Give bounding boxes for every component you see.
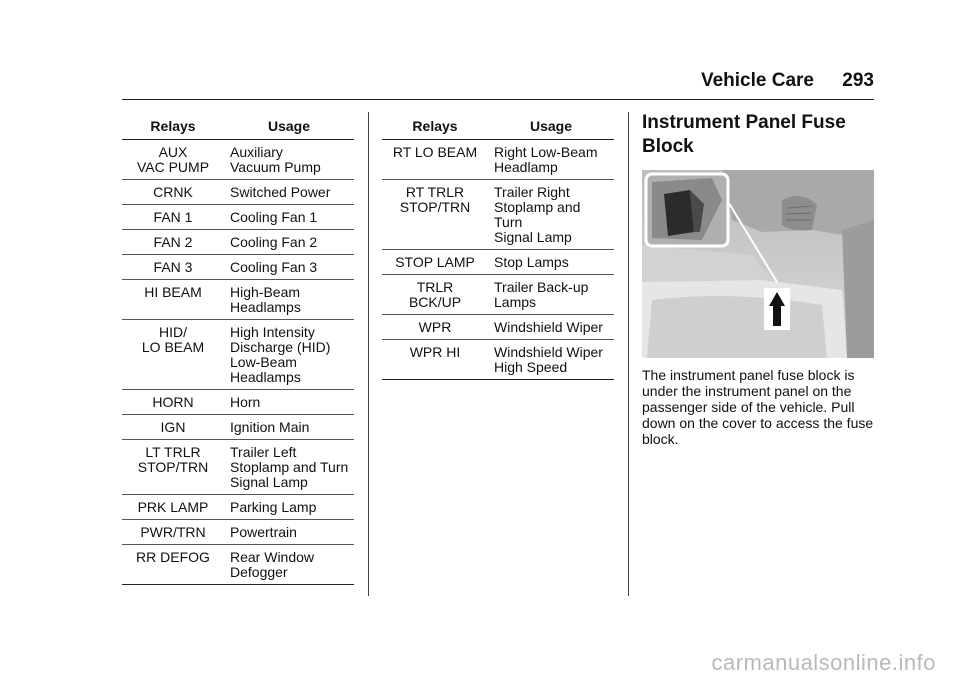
relay-cell: FAN 3 (122, 255, 224, 280)
table-row (122, 280, 354, 320)
table-row (122, 440, 354, 495)
column-header-relays: Relays (122, 113, 224, 140)
usage-cell: Horn (224, 390, 354, 415)
usage-cell: Ignition Main (224, 415, 354, 440)
relay-cell: WPR (382, 315, 488, 340)
column-divider (368, 112, 369, 596)
usage-cell: Powertrain (224, 520, 354, 545)
column-header-usage: Usage (224, 113, 354, 140)
usage-cell: Cooling Fan 2 (224, 230, 354, 255)
usage-cell: Windshield Wiper High Speed (488, 340, 614, 380)
usage-cell: Trailer Back-up Lamps (488, 275, 614, 315)
relay-table-middle (382, 113, 614, 380)
relay-cell: STOP LAMP (382, 250, 488, 275)
table-row (122, 320, 354, 390)
usage-cell: Right Low-Beam Headlamp (488, 140, 614, 180)
usage-cell: Parking Lamp (224, 495, 354, 520)
table-row (122, 415, 354, 440)
table-row (122, 180, 354, 205)
usage-cell: Switched Power (224, 180, 354, 205)
usage-cell: Cooling Fan 1 (224, 205, 354, 230)
usage-cell: Trailer Left Stoplamp and Turn Signal Lamp (224, 440, 354, 495)
table-row (382, 180, 614, 250)
table-header-row (122, 113, 354, 140)
relay-cell: CRNK (122, 180, 224, 205)
table-row (382, 140, 614, 180)
relay-table-left-body (122, 140, 354, 585)
relay-cell: HID/ LO BEAM (122, 320, 224, 390)
table-row (122, 390, 354, 415)
table-row (382, 315, 614, 340)
usage-cell: High Intensity Discharge (HID) Low-Beam Headlamps (224, 320, 354, 390)
relay-cell: AUX VAC PUMP (122, 140, 224, 180)
fuse-block-location-photo (642, 170, 874, 358)
section-body-text: The instrument panel fuse block is under the instrument panel on the passenger side of the vehicle. Pull down on the cover to access the fuse block. (642, 367, 874, 447)
page-header (0, 70, 874, 100)
section-heading: Vehicle Care (700, 70, 814, 91)
table-row (382, 250, 614, 275)
column-header-usage: Usage (488, 113, 614, 140)
usage-cell: Rear Window Defogger (224, 545, 354, 585)
table-row (122, 205, 354, 230)
relay-cell: HI BEAM (122, 280, 224, 320)
relay-table-middle-body (382, 140, 614, 380)
relay-cell: LT TRLR STOP/TRN (122, 440, 224, 495)
column-divider (628, 112, 629, 596)
table-row (382, 340, 614, 380)
relay-cell: PWR/TRN (122, 520, 224, 545)
table-row (382, 275, 614, 315)
usage-cell: Stop Lamps (488, 250, 614, 275)
relay-cell: RR DEFOG (122, 545, 224, 585)
relay-cell: FAN 1 (122, 205, 224, 230)
relay-cell: HORN (122, 390, 224, 415)
usage-cell: Auxiliary Vacuum Pump (224, 140, 354, 180)
relay-cell: RT TRLR STOP/TRN (382, 180, 488, 250)
column-header-relays: Relays (382, 113, 488, 140)
table-row (122, 230, 354, 255)
relay-cell: PRK LAMP (122, 495, 224, 520)
table-row (122, 140, 354, 180)
table-row (122, 545, 354, 585)
table-row (122, 520, 354, 545)
usage-cell: High-Beam Headlamps (224, 280, 354, 320)
relay-cell: IGN (122, 415, 224, 440)
usage-cell: Windshield Wiper (488, 315, 614, 340)
relay-table-left (122, 113, 354, 585)
header-divider (122, 99, 874, 100)
relay-cell: FAN 2 (122, 230, 224, 255)
usage-cell: Cooling Fan 3 (224, 255, 354, 280)
section-title: Instrument Panel Fuse Block (642, 112, 846, 157)
watermark: carmanualsonline.info (711, 650, 936, 675)
table-header-row (382, 113, 614, 140)
relay-cell: WPR HI (382, 340, 488, 380)
usage-cell: Trailer Right Stoplamp and Turn Signal Lamp (488, 180, 614, 250)
table-row (122, 255, 354, 280)
relay-cell: TRLR BCK/UP (382, 275, 488, 315)
relay-cell: RT LO BEAM (382, 140, 488, 180)
table-row (122, 495, 354, 520)
page-number: 293 (842, 70, 874, 91)
